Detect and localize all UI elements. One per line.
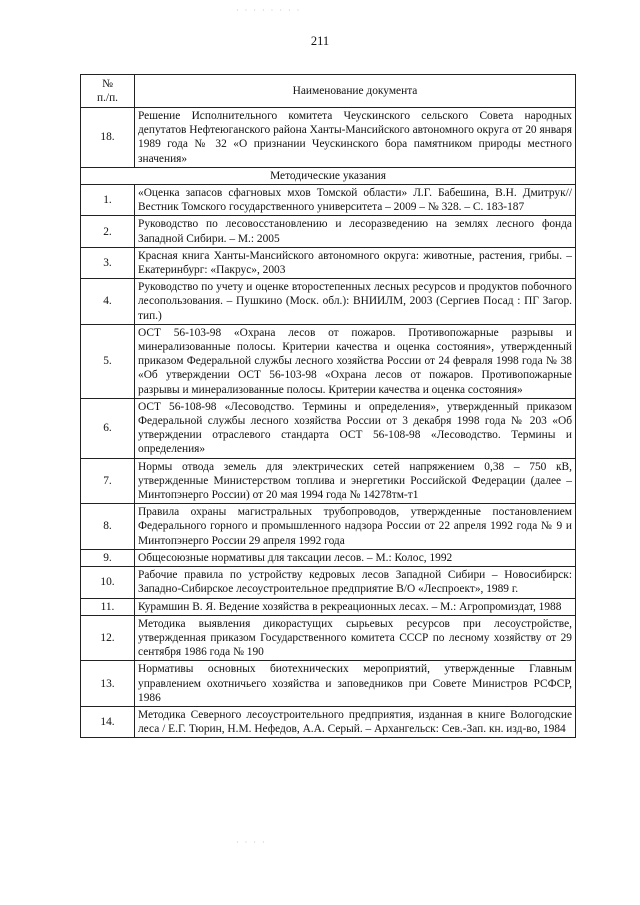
row-document: «Оценка запасов сфагновых мхов Томской области» Л.Г. Бабешина, В.Н. Дмитрук// Вестник Томского государственного университета – 2009 – № 328. – С. 183-187 [135,185,576,216]
table-row [81,504,576,550]
row-number: 1. [81,185,135,216]
table-row [81,216,576,247]
table-row [81,185,576,216]
row-document: Красная книга Ханты-Мансийского автономного округа: животные, растения, грибы. – Екатеринбург: «Пакрус», 2003 [135,247,576,278]
row-number: 18. [81,108,135,168]
table-row [81,615,576,661]
page-number: 211 [310,34,330,48]
row-number: 7. [81,458,135,504]
table-row [81,661,576,707]
row-number: 3. [81,247,135,278]
header-number: № п./п. [81,75,135,108]
section-title: Методические указания [81,167,576,184]
scan-artifact-bottom: · · · · [236,838,267,847]
row-document: ОСТ 56-103-98 «Охрана лесов от пожаров. Противопожарные разрывы и минерализованные полосы. Критерии качества и оценка состояния», утвержденный приказом Федеральной службы лесного хозяйства России от 24 февраля 1998 года № 38 «Об утверждении ОСТ 56-103-98 «Охрана лесов от пожаров. Противопожарные разрывы и минерализованные полосы. Критерии качества и оценка состояния» [135,324,576,398]
row-number: 10. [81,567,135,598]
row-document: Нормы отвода земель для электрических сетей напряжением 0,38 – 750 кВ, утвержденные Министерством топлива и энергетики Российской Федерации (далее – Минтопэнерго России) от 20 мая 1994 года № 14278тм-т1 [135,458,576,504]
row-number: 2. [81,216,135,247]
row-document: Решение Исполнительного комитета Чеускинского сельского Совета народных депутатов Нефтеюганского района Ханты-Мансийского автономного округа от 20 января 1989 года № 32 «О признании Чеускинского бора памятником природы местного значения» [135,108,576,168]
row-document: Курамшин В. Я. Ведение хозяйства в рекреационных лесах. – М.: Агропромиздат, 1988 [135,598,576,615]
table-row [81,549,576,566]
row-document: Руководство по лесовосстановлению и лесоразведению на землях лесного фонда Западной Сибири. – М.: 2005 [135,216,576,247]
table-row [81,706,576,737]
row-document: ОСТ 56-108-98 «Лесоводство. Термины и определения», утвержденный приказом Федеральной службы лесного хозяйства России от 3 декабря 1998 года № 203 «Об утверждении отраслевого стандарта ОСТ 56-108-98 «Лесоводство. Термины и определения» [135,398,576,458]
row-document: Правила охраны магистральных трубопроводов, утвержденные постановлением Федерального горного и промышленного надзора России от 22 апреля 1992 года № 9 и Минтопэнерго России 29 апреля 1992 года [135,504,576,550]
table-row [81,324,576,398]
row-document: Руководство по учету и оценке второстепенных лесных ресурсов и продуктов побочного лесопользования. – Пушкино (Моск. обл.): ВНИИЛМ, 2003 (Сергиев Посад : ПГ Загор. тип.) [135,279,576,325]
row-document: Рабочие правила по устройству кедровых лесов Западной Сибири – Новосибирск: Западно-Сибирское лесоустроительное предприятие В/О «Леспроект», 1989 г. [135,567,576,598]
row-number: 13. [81,661,135,707]
row-document: Методика Северного лесоустроительного предприятия, изданная в книге Вологодские леса / Е.Г. Тюрин, Н.М. Нефедов, А.А. Серый. – Архангельск: Сев.-Зап. кн. изд-во, 1984 [135,706,576,737]
row-number: 9. [81,549,135,566]
row-number: 11. [81,598,135,615]
table-row [81,108,576,168]
row-number: 5. [81,324,135,398]
table-row [81,247,576,278]
table-row [81,598,576,615]
table-row [81,458,576,504]
table-header-row [81,75,576,108]
row-document: Общесоюзные нормативы для таксации лесов. – М.: Колос, 1992 [135,549,576,566]
header-document-name: Наименование документа [135,75,576,108]
table-row [81,279,576,325]
section-row [81,167,576,184]
row-number: 14. [81,706,135,737]
row-number: 12. [81,615,135,661]
table-row [81,398,576,458]
row-number: 6. [81,398,135,458]
documents-table [80,74,576,738]
table-row [81,567,576,598]
scan-artifact-top: · · · · · · · · [236,6,302,15]
row-number: 4. [81,279,135,325]
row-document: Нормативы основных биотехнических мероприятий, утвержденные Главным управлением охотничьего хозяйства и заповедников при Совете Министров РСФСР, 1986 [135,661,576,707]
row-number: 8. [81,504,135,550]
row-document: Методика выявления дикорастущих сырьевых ресурсов при лесоустройстве, утвержденная приказом Государственного комитета СССР по лесному хозяйству от 29 сентября 1986 года № 190 [135,615,576,661]
